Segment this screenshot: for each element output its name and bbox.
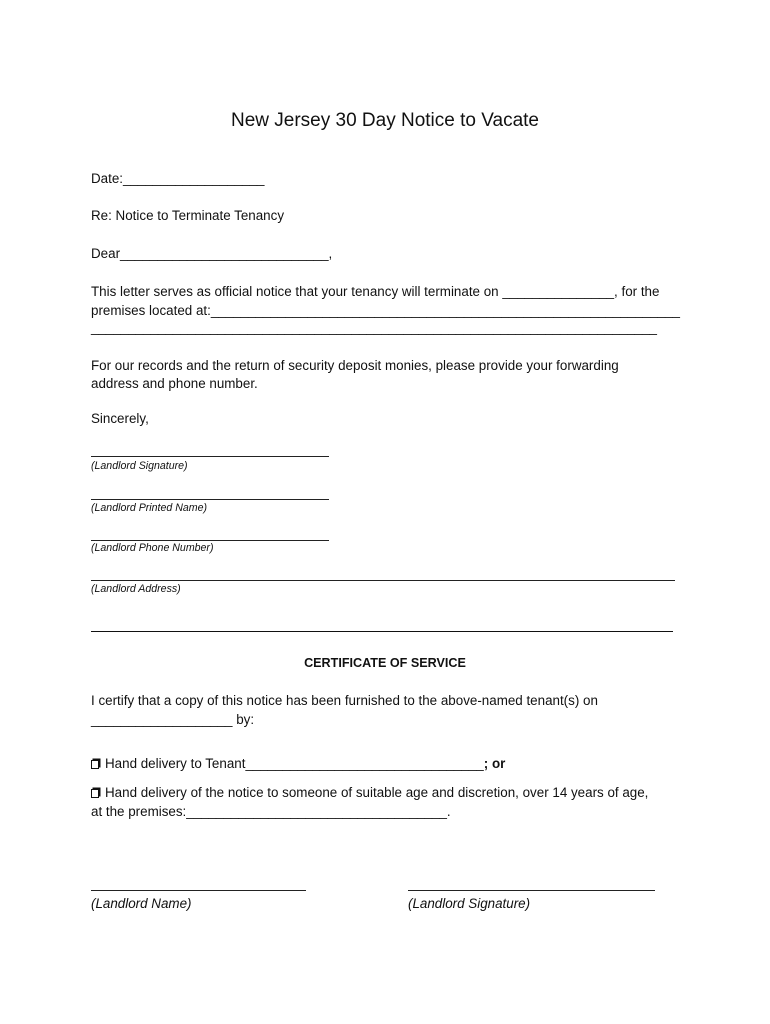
landlord-signature-line	[91, 456, 329, 457]
landlord-phone-line	[91, 540, 329, 541]
certify-line-2: ___________________ by:	[91, 712, 255, 727]
section-divider	[91, 631, 673, 632]
option-2-text: Hand delivery of the notice to someone of suitable age and discretion, over 14 years of age,	[105, 785, 649, 800]
notice-paragraph-line-1: This letter serves as official notice that your tenancy will terminate on _______________, for the	[91, 284, 660, 299]
footer-signature-label: (Landlord Signature)	[408, 896, 531, 911]
option-hand-delivery-premises	[91, 784, 648, 802]
landlord-signature-label: (Landlord Signature)	[91, 460, 188, 472]
footer-name-label: (Landlord Name)	[91, 896, 192, 911]
landlord-phone-label: (Landlord Phone Number)	[91, 542, 214, 554]
footer-name-line	[91, 890, 306, 891]
notice-paragraph-line-3: ____________________________________________________________________________	[91, 320, 657, 335]
landlord-address-line	[91, 580, 675, 581]
page-title: New Jersey 30 Day Notice to Vacate	[230, 110, 539, 131]
salutation-line: Dear____________________________,	[91, 246, 333, 261]
records-paragraph-line-2: address and phone number.	[91, 376, 258, 391]
checkbox-icon[interactable]	[91, 789, 99, 798]
checkbox-icon[interactable]	[91, 760, 99, 769]
certificate-heading: CERTIFICATE OF SERVICE	[304, 656, 466, 670]
option-1-text: Hand delivery to Tenant________________________________	[105, 756, 484, 771]
landlord-printed-name-line	[91, 499, 329, 500]
notice-paragraph-line-2: premises located at:_______________________________________________________________	[91, 303, 681, 318]
option-2-line-2: at the premises:___________________________________.	[91, 804, 451, 819]
landlord-address-label: (Landlord Address)	[91, 583, 181, 595]
landlord-printed-name-label: (Landlord Printed Name)	[91, 502, 207, 514]
records-paragraph-line-1: For our records and the return of security deposit monies, please provide your forwarding	[91, 358, 619, 373]
option-1-suffix: ; or	[483, 756, 506, 771]
date-line: Date:___________________	[91, 171, 265, 186]
option-hand-delivery-tenant	[91, 755, 505, 773]
closing: Sincerely,	[91, 411, 149, 426]
certify-line-1: I certify that a copy of this notice has been furnished to the above-named tenant(s) on	[91, 693, 598, 708]
re-line: Re: Notice to Terminate Tenancy	[91, 208, 285, 223]
footer-signature-line	[408, 890, 655, 891]
